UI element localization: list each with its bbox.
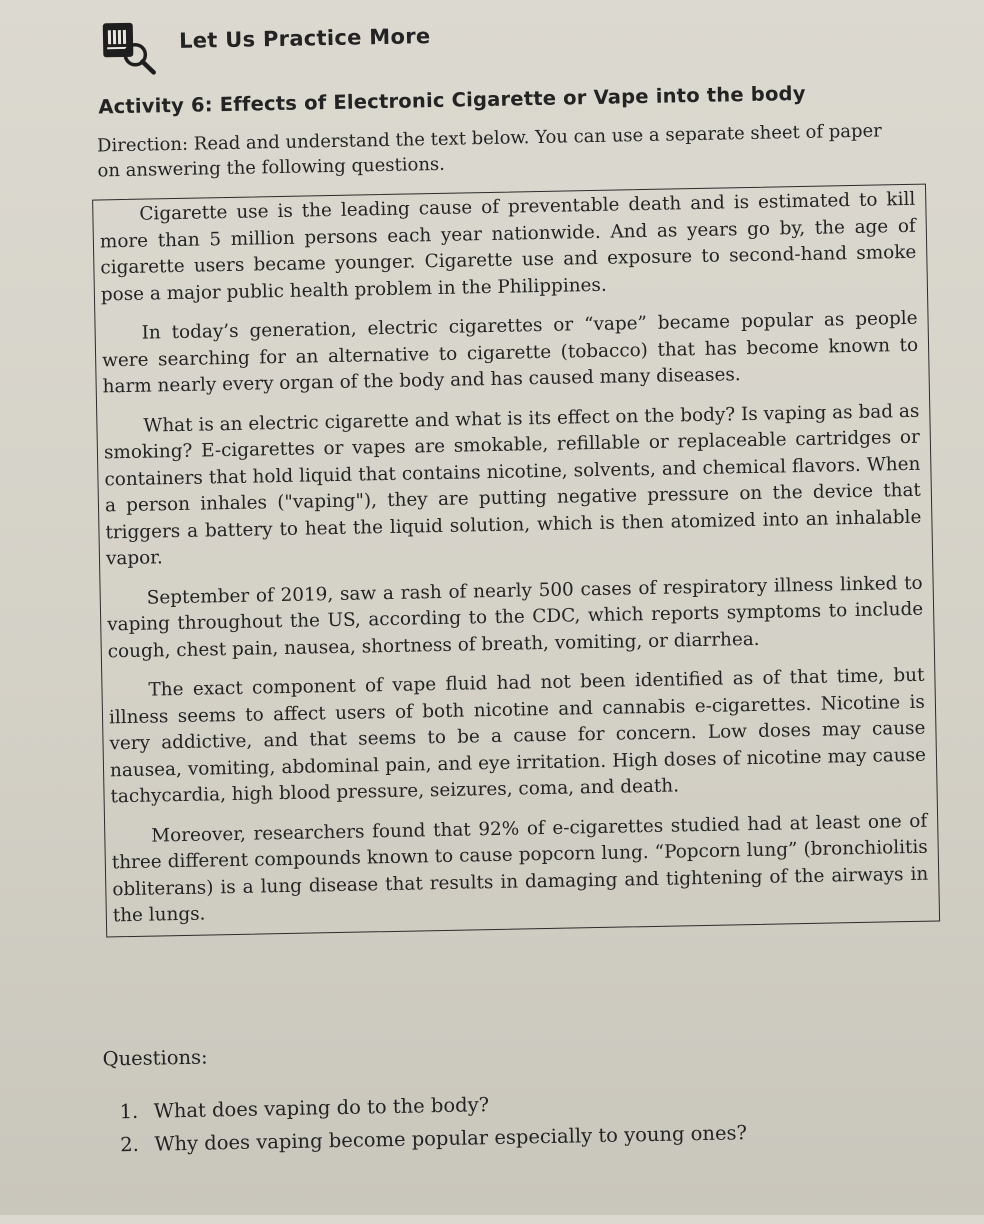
activity-direction: Direction: Read and understand the text below. You can use a separate sheet of paper on answering the following questions. [96,120,882,182]
section-title: Let Us Practice More [178,24,431,53]
question-text: What does vaping do to the body? [153,1093,490,1123]
question-number: 1. [119,1099,139,1124]
questions-heading: Questions: [102,1045,208,1071]
book-magnifier-icon [101,20,158,77]
section-header [101,13,431,79]
passage-paragraph-1: Cigarette use is the leading cause of preventable death and is estimated to kill more than 5 million persons each year nationwide. And as years go by, the age of cigarette users became younger. Cigarette use and exposure to second-hand smoke pose a major public health problem in the Philippines. [99,188,917,305]
question-number: 2. [120,1132,140,1157]
question-text: Why does vaping become popular especially to young ones? [154,1121,748,1156]
passage-paragraph-2: In today’s generation, electric cigarettes or “vape” became popular as people were searching for an alternative to cigarette (tobacco) that has become known to harm nearly every organ of the body and has caused many diseases. [101,307,919,398]
reading-passage-box [92,184,940,937]
passage-paragraph-3: What is an electric cigarette and what is its effect on the body? Is vaping as bad as smoking? E-cigarettes or vapes are smokable, refillable or replaceable cartridges or containers that hold liquid that contains nicotine, solvents, and chemical flavors. When a person inhales ("vaping"), they are putting negative pressure on the device that triggers a battery to heat the liquid solution, which is then atomized into an inhalable vapor. [103,400,922,570]
passage-paragraph-6: Moreover, researchers found that 92% of e-cigarettes studied had at least one of three different compounds known to cause popcorn lung. “Popcorn lung” (bronchiolitis obliterans) is a lung disease that results in damaging and tightening of the airways in the lungs. [111,810,929,927]
passage-paragraph-4: September of 2019, saw a rash of nearly 500 cases of respiratory illness linked to vaping throughout the US, according to the CDC, which reports symptoms to include cough, chest pain, nausea, shortness of breath, vomiting, or diarrhea. [107,572,924,662]
activity-title: Activity 6: Effects of Electronic Cigarette or Vape into the body [98,81,806,119]
questions-list [119,1083,747,1161]
passage-paragraph-5: The exact component of vape fluid had not been identified as of that time, but illness seems to affect users of both nicotine and cannabis e-cigarettes. Nicotine is very addictive, and that seems to be a cause for concern. Low doses may cause nausea, vomiting, abdominal pain, and eye irritation. High doses of nicotine may cause tachycardia, high blood pressure, seizures, coma, and death. [108,664,927,808]
